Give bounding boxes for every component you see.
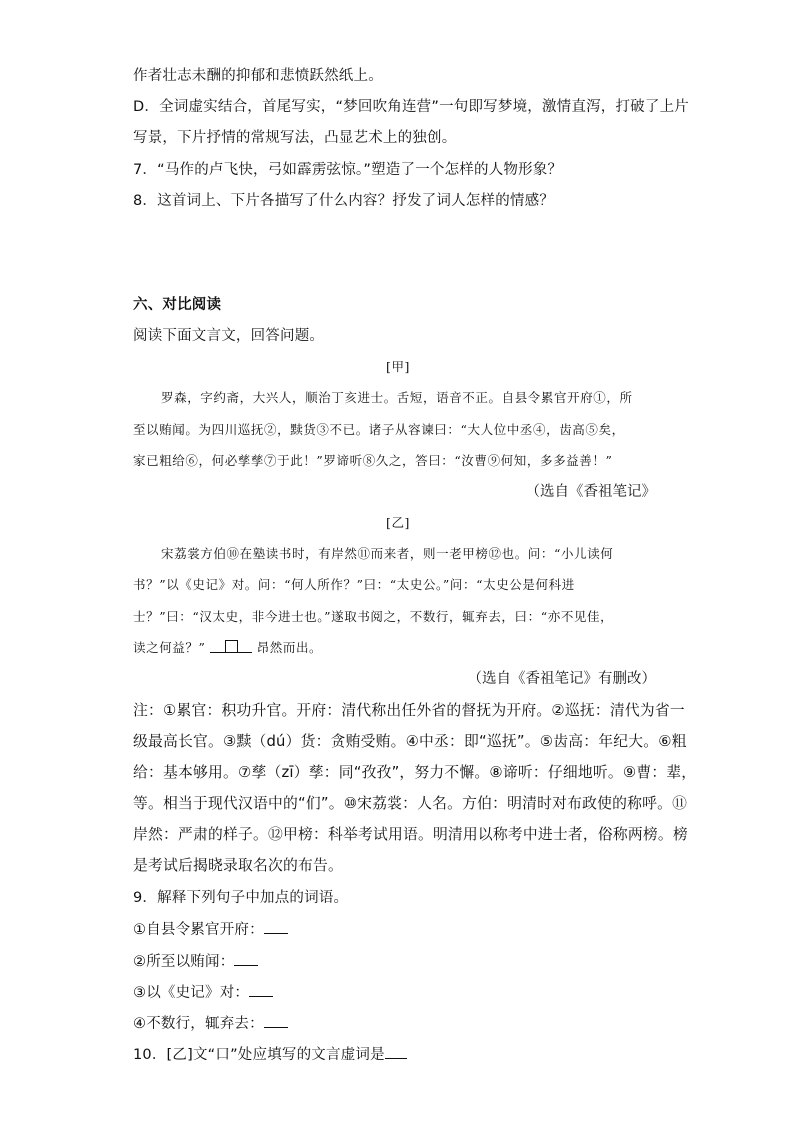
- passage-jia-line-3: 家已粗给⑥，何必孳孳⑦于此！”罗谛听⑧久之，答曰：“汝曹⑨何知，多多益善！”: [133, 453, 613, 468]
- question-8: 8．这首词上、下片各描写了什么内容？抒发了词人怎样的情感？: [133, 193, 555, 209]
- question-9-item-4: ④不数行，辄弃去：: [133, 1013, 288, 1034]
- instruction: 阅读下面文言文，回答问题。: [133, 328, 325, 344]
- passage-yi-line-3: 士？”曰：“汉太史，非今进士也。”遂取书阅之，不数行，辄弃去，曰：“亦不见佳，: [133, 609, 614, 624]
- question-10: 10．[乙]文“口”处应填写的文言虚词是: [133, 1044, 407, 1065]
- passage-jia-line-2: 至以贿闻。为四川巡抚②，黩货③不已。诸子从容谏曰：“大人位中丞④，齿高⑤矣，: [133, 422, 625, 437]
- passage-jia-source: （选自《香祖笔记》: [525, 484, 656, 500]
- question-7: 7．“马作的卢飞快，弓如霹雳弦惊。”塑造了一个怎样的人物形象？: [133, 162, 563, 178]
- box-placeholder-icon: [225, 640, 238, 653]
- passage-yi-label: [乙]: [385, 515, 411, 530]
- answer-blank[interactable]: [249, 982, 273, 997]
- note-line-6: 是考试后揭晓录取名次的布告。: [133, 857, 343, 874]
- answer-blank[interactable]: [385, 1044, 407, 1059]
- passage-yi-line-4-before: 读之何益？”: [133, 640, 206, 655]
- option-d-line-1: D．全词虚实结合，首尾写实，“梦回吹角连营”一句即写梦境，激情直泻，打破了上片: [133, 99, 689, 115]
- passage-yi-line-1: 宋荔裳方伯⑩在塾读书时，有岸然⑪而来者，则一老甲榜⑫也。问：“小儿读何: [161, 546, 614, 561]
- note-line-2: 级最高长官。③黩（dú）货：贪贿受贿。④中丞：即“巡抚”。⑤齿高：年纪大。⑥粗: [133, 733, 687, 750]
- answer-blank[interactable]: [264, 1013, 288, 1028]
- passage-yi-line-4-after: 昂然而出。: [256, 640, 323, 655]
- option-d-line-2: 写景，下片抒情的常规写法，凸显艺术上的独创。: [133, 130, 457, 146]
- continuation-line: 作者壮志未酬的抑郁和悲愤跃然纸上。: [133, 68, 383, 84]
- passage-yi-line-2: 书？”以《史记》对。问：“何人所作？”曰：“太史公。”问：“太史公是何科进: [133, 577, 575, 592]
- section-title: 六、对比阅读: [133, 297, 222, 313]
- answer-blank[interactable]: [234, 951, 258, 966]
- passage-jia-label: [甲]: [385, 359, 411, 374]
- question-9-item-1: ①自县令累官开府：: [133, 919, 288, 940]
- note-line-5: 岸然：严肃的样子。⑫甲榜：科举考试用语。明清用以称考中进士者，俗称两榜。榜: [133, 826, 688, 843]
- question-9-item-3: ③以《史记》对：: [133, 982, 273, 1003]
- passage-jia-line-1: 罗森，字约斋，大兴人，顺治丁亥进士。舌短，语音不正。自县令累官开府①，所: [161, 390, 633, 405]
- passage-yi-source: （选自《香祖笔记》有删改）: [467, 671, 656, 687]
- note-line-4: 等。相当于现代汉语中的“们”。⑩宋荔裳：人名。方伯：明清时对布政使的称呼。⑪: [133, 795, 688, 812]
- answer-blank[interactable]: [264, 919, 288, 934]
- note-line-3: 给：基本够用。⑦孳（zī）孳：同“孜孜”，努力不懈。⑧谛听：仔细地听。⑨曹：辈，: [133, 764, 697, 781]
- passage-yi-line-4: [133, 638, 663, 658]
- question-9-item-2: ②所至以贿闻：: [133, 951, 258, 972]
- note-line-1: 注：①累官：积功升官。开府：清代称出任外省的督抚为开府。②巡抚：清代为省一: [133, 702, 685, 719]
- fill-blank: [210, 638, 252, 653]
- question-9: 9．解释下列句子中加点的词语。: [133, 890, 349, 906]
